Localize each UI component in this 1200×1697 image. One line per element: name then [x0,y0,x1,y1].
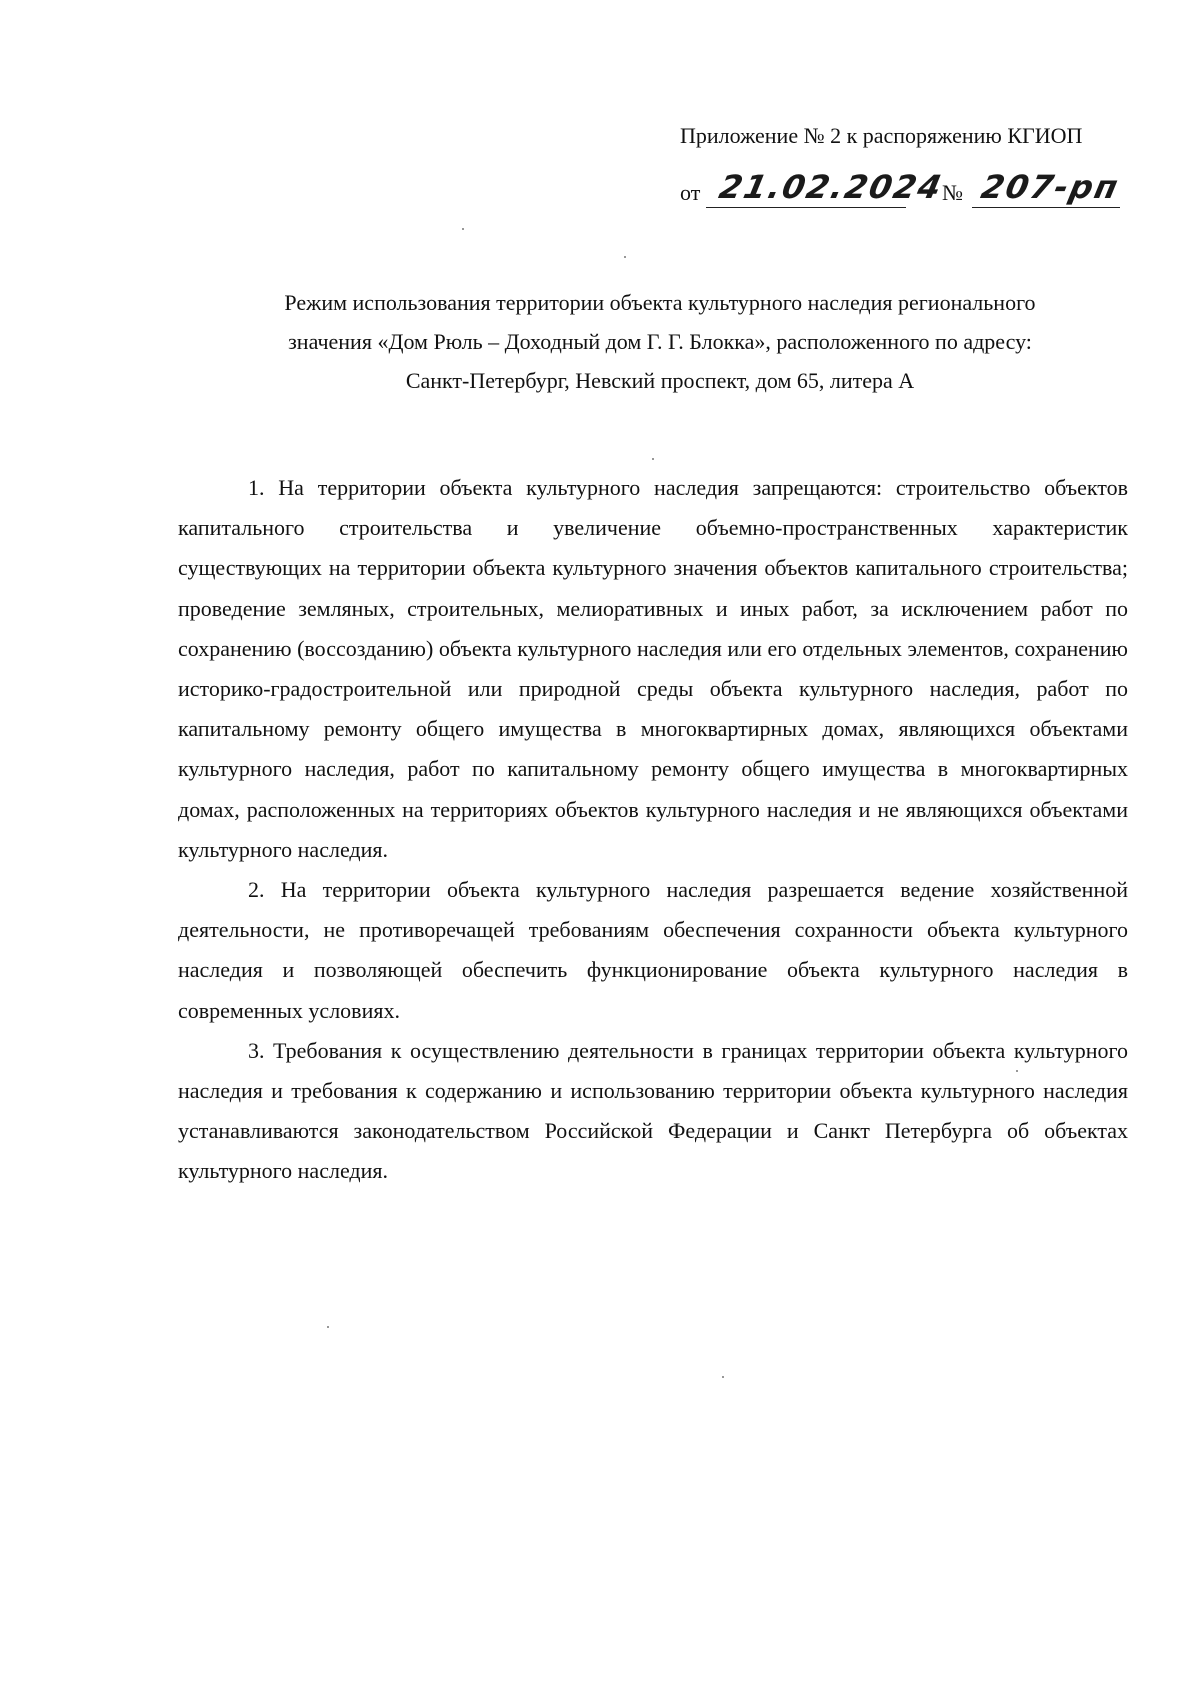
handwritten-number: 207-рп [977,168,1124,206]
scan-speck [652,458,654,460]
paragraph-2: 2. На территории объекта культурного наследия разрешается ведение хозяйственной деятельности, не противоречащей требованиям обеспечения сохранности объекта культурного наследия и позволяющей обеспечить функционирование объекта культурного наследия в современных условиях. [178,877,1128,1023]
number-label: № [942,180,963,205]
document-title [180,283,1140,400]
title-line-3: Санкт-Петербург, Невский проспект, дом 65, литера А [405,368,915,393]
title-line-1: Режим использования территории объекта культурного наследия регионального [284,290,1036,315]
document-body [178,468,1128,1192]
paragraph-1: 1. На территории объекта культурного наследия запрещаются: строительство объектов капитального строительства и увеличение объемно-пространственных характеристик существующих на территории объекта культурного значения объектов капитального строительства; проведение земляных, строительных, мелиоративных и иных работ, за исключением работ по сохранению (воссозданию) объекта культурного наследия или его отдельных элементов, сохранению историко-градостроительной или природной среды объекта культурного наследия, работ по капитальному ремонту общего имущества в многоквартирных домах, являющихся объектами культурного наследия, работ по капитальному ремонту общего имущества в многоквартирных домах, расположенных на территориях объектов культурного наследия и не являющихся объектами культурного наследия. [178,475,1128,862]
scan-speck [1016,1070,1018,1072]
number-underline [972,207,1120,208]
scan-speck [722,1376,724,1378]
scan-speck [462,228,464,230]
title-line-2: значения «Дом Рюль – Доходный дом Г. Г. Блокка», расположенного по адресу: [288,329,1032,354]
scan-speck [327,1326,329,1328]
scan-speck [624,256,626,258]
paragraph-3: 3. Требования к осуществлению деятельности в границах территории объекта культурного наследия и требования к содержанию и использованию территории объекта культурного наследия устанавливаются законодательством Российской Федерации и Санкт Петербурга об объектах культурного наследия. [178,1037,1128,1184]
order-date-number-line [680,168,1130,216]
date-underline [706,207,906,208]
date-label: от [680,180,701,205]
handwritten-date: 21.02.2024 [715,168,947,206]
appendix-reference: Приложение № 2 к распоряжению КГИОП [680,123,1083,148]
